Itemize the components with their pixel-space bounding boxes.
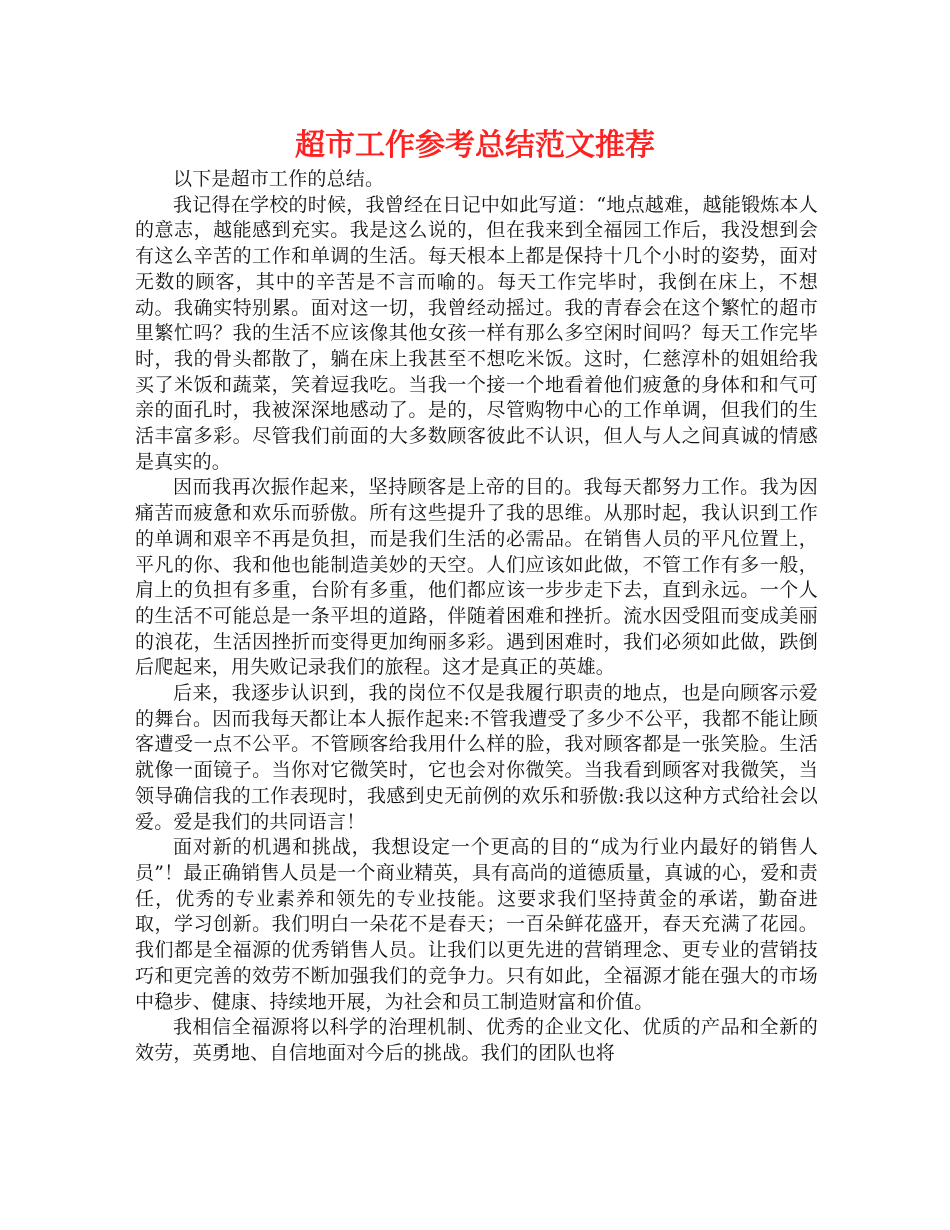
document-body <box>135 167 818 1067</box>
paragraph-confidence: 我相信全福源将以科学的治理机制、优秀的企业文化、优质的产品和全新的效劳，英勇地、自信地面对今后的挑战。我们的团队也将 <box>135 1016 818 1064</box>
paragraph-new-goals: 面对新的机遇和挑战，我想设定一个更高的目的“成为行业内最好的销售人员”！最正确销售人员是一个商业精英，具有高尚的道德质量，真诚的心，爱和责任，优秀的专业素养和领先的专业技能。这要求我们坚持黄金的承诺，勤奋进取，学习创新。我们明白一朵花不是春天；一百朵鲜花盛开，春天充满了花园。我们都是全福源的优秀销售人员。让我们以更先进的营销理念、更专业的营销技巧和更完善的效劳不断加强我们的竞争力。只有如此，全福源才能在强大的市场中稳步、健康、持续地开展，为社会和员工制造财富和价值。 <box>135 836 818 1013</box>
paragraph-diary-memory: 我记得在学校的时候，我曾经在日记中如此写道：“地点越难，越能锻炼本人的意志，越能感到充实。我是这么说的，但在我来到全福园工作后，我没想到会有这么辛苦的工作和单调的生活。每天根本上都是保持十几个小时的姿势，面对无数的顾客，其中的辛苦是不言而喻的。每天工作完毕时，我倒在床上，不想动。我确实特别累。面对这一切，我曾经动摇过。我的青春会在这个繁忙的超市里繁忙吗？我的生活不应该像其他女孩一样有那么多空闲时间吗？每天工作完毕时，我的骨头都散了，躺在床上我甚至不想吃米饭。这时，仁慈淳朴的姐姐给我买了米饭和蔬菜，笑着逗我吃。当我一个接一个地看着他们疲惫的身体和和气可亲的面孔时，我被深深地感动了。是的，尽管购物中心的工作单调，但我们的生活丰富多彩。尽管我们前面的大多数顾客彼此不认识，但人与人之间真诚的情感是真实的。 <box>135 193 818 473</box>
paragraph-renewed-effort: 因而我再次振作起来，坚持顾客是上帝的目的。我每天都努力工作。我为因痛苦而疲惫和欢乐而骄傲。所有这些提升了我的思维。从那时起，我认识到工作的单调和艰辛不再是负担，而是我们生活的必需品。在销售人员的平凡位置上，平凡的你、我和他也能制造美妙的天空。人们应该如此做，不管工作有多一般，肩上的负担有多重，台阶有多重，他们都应该一步步走下去，直到永远。一个人的生活不可能总是一条平坦的道路，伴随着困难和挫折。流水因受阻而变成美丽的浪花，生活因挫折而变得更加绚丽多彩。遇到困难时，我们必须如此做，跌倒后爬起来，用失败记录我们的旅程。这才是真正的英雄。 <box>135 476 818 679</box>
document-title: 超市工作参考总结范文推荐 <box>295 128 655 163</box>
paragraph-post-as-stage: 后来，我逐步认识到，我的岗位不仅是我履行职责的地点，也是向顾客示爱的舞台。因而我每天都让本人振作起来:不管我遭受了多少不公平，我都不能让顾客遭受一点不公平。不管顾客给我用什么样的脸，我对顾客都是一张笑脸。生活就像一面镜子。当你对它微笑时，它也会对你微笑。当我看到顾客对我微笑，当领导确信我的工作表现时，我感到史无前例的欢乐和骄傲:我以这种方式给社会以爱。爱是我们的共同语言！ <box>135 682 818 833</box>
paragraph-intro: 以下是超市工作的总结。 <box>173 168 385 190</box>
